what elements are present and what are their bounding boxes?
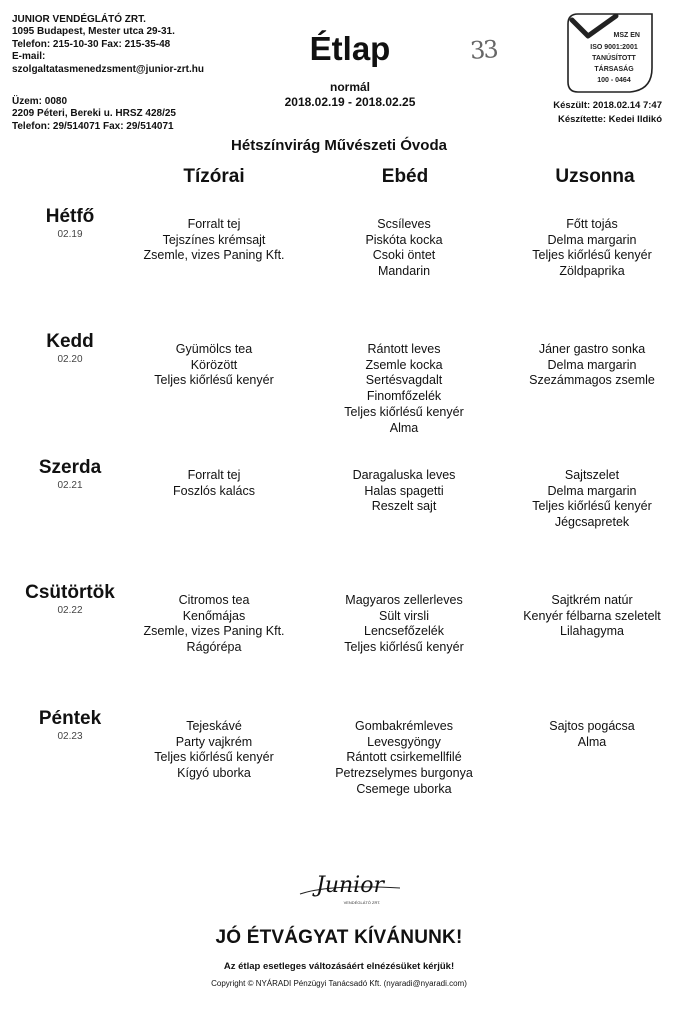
meal-item: Alma bbox=[389, 420, 419, 435]
page-title: Étlap bbox=[309, 30, 391, 67]
meal-item: Tejeskávé bbox=[186, 719, 242, 733]
meal-afternoon bbox=[487, 217, 678, 280]
day-date: 02.23 bbox=[57, 731, 83, 742]
column-header-afternoon: Uzsonna bbox=[555, 166, 635, 187]
meal-item: Halas spagetti bbox=[364, 483, 444, 498]
meal-item: Lencsefőzelék bbox=[364, 624, 444, 639]
meal-item: Rántott leves bbox=[367, 342, 441, 356]
meal-item: Kenyér félbarna szeletelt bbox=[523, 608, 661, 623]
meal-item: Teljes kiőrlésű kenyér bbox=[154, 750, 274, 765]
copyright: Copyright © NYÁRADI Pénzügyi Tanácsadó Kft. (nyaradi@nyaradi.com) bbox=[211, 979, 467, 988]
day-name: Szerda bbox=[38, 457, 102, 478]
meal-item: Sajtos pogácsa bbox=[549, 719, 635, 733]
day-name: Kedd bbox=[46, 331, 94, 352]
plant-address: 2209 Péteri, Bereki u. HRSZ 428/25 bbox=[12, 108, 176, 120]
meal-item: Szezámmagos zsemle bbox=[529, 373, 655, 388]
created-info bbox=[500, 99, 662, 127]
company-email-label: E-mail: bbox=[12, 51, 46, 63]
meal-lunch bbox=[299, 593, 509, 656]
meal-item: Gyümölcs tea bbox=[175, 342, 253, 356]
meal-item: Sertésvagdalt bbox=[365, 373, 443, 388]
meal-item: Petrezselymes burgonya bbox=[335, 766, 473, 781]
meal-item: Magyaros zellerleves bbox=[345, 593, 463, 607]
meal-item: Alma bbox=[577, 734, 607, 749]
company-name: JUNIOR VENDÉGLÁTÓ ZRT. bbox=[12, 14, 146, 25]
badge-line-3: TANÚSÍTOTT bbox=[592, 55, 636, 62]
day-name: Hétfő bbox=[45, 206, 95, 227]
meal-afternoon bbox=[487, 719, 678, 750]
meal-item: Kenőmájas bbox=[182, 608, 246, 623]
meal-item: Foszlós kalács bbox=[173, 483, 255, 498]
badge-line-2: ISO 9001:2001 bbox=[590, 44, 638, 51]
badge-line-4: TÁRSASÁG bbox=[594, 66, 634, 73]
meal-item: Piskóta kocka bbox=[365, 232, 443, 247]
meal-item: Sajtkrém natúr bbox=[551, 593, 633, 607]
meal-lunch bbox=[299, 342, 509, 436]
meal-item: Citromos tea bbox=[178, 593, 250, 607]
meal-item: Zsemle kocka bbox=[365, 357, 443, 372]
column-header-morning: Tízórai bbox=[183, 166, 245, 187]
handwritten-number: 33 bbox=[469, 35, 498, 65]
meal-item: Jáner gastro sonka bbox=[538, 342, 646, 356]
meal-item: Levesgyöngy bbox=[367, 734, 441, 749]
day-date: 02.20 bbox=[57, 354, 83, 365]
meal-item: Forralt tej bbox=[187, 217, 241, 231]
meal-item: Zöldpaprika bbox=[559, 264, 625, 279]
meal-item: Jégcsapretek bbox=[554, 515, 630, 530]
junior-logo-icon bbox=[290, 864, 410, 910]
meal-item: Teljes kiőrlésű kenyér bbox=[532, 499, 652, 514]
meal-item: Rágórépa bbox=[186, 640, 242, 655]
meal-item: Finomfőzelék bbox=[366, 389, 442, 404]
meal-morning bbox=[109, 468, 319, 499]
meal-item: Sült virsli bbox=[378, 608, 429, 623]
meal-item: Főtt tojás bbox=[566, 217, 618, 231]
meal-item: Daragaluska leves bbox=[352, 468, 456, 482]
menu-subtitle bbox=[250, 80, 450, 110]
change-notice: Az étlap esetleges változásáért elnézésüket kérjük! bbox=[223, 961, 455, 972]
meal-item: Csoki öntet bbox=[372, 248, 436, 263]
menu-type: normál bbox=[329, 80, 370, 94]
company-info bbox=[12, 14, 204, 76]
plant-id: Üzem: 0080 bbox=[12, 96, 68, 107]
company-address: 1095 Budapest, Mester utca 29-31. bbox=[12, 26, 175, 38]
badge-line-1: MSZ EN bbox=[613, 32, 640, 39]
meal-item: Rántott csirkemellfilé bbox=[346, 750, 462, 765]
day-name: Csütörtök bbox=[25, 582, 115, 603]
meal-item: Forralt tej bbox=[187, 468, 241, 482]
meal-item: Scsíleves bbox=[377, 217, 431, 231]
meal-item: Csemege uborka bbox=[356, 781, 452, 796]
meal-item: Mandarin bbox=[377, 264, 431, 279]
meal-item: Party vajkrém bbox=[175, 734, 253, 749]
created-by: Készítette: Kedei Ildikó bbox=[558, 114, 662, 125]
day-date: 02.19 bbox=[57, 229, 83, 240]
company-phone: Telefon: 215-10-30 Fax: 215-35-48 bbox=[12, 38, 171, 50]
meal-lunch bbox=[299, 217, 509, 280]
meal-item: Sajtszelet bbox=[564, 468, 620, 482]
logo-wordmark: Junior bbox=[316, 873, 384, 898]
badge-line-5: 100 - 0464 bbox=[597, 77, 631, 84]
slogan: JÓ ÉTVÁGYAT KÍVÁNUNK! bbox=[215, 927, 463, 948]
meal-item: Delma margarin bbox=[547, 232, 637, 247]
meal-item: Delma margarin bbox=[547, 483, 637, 498]
iso-badge-icon bbox=[560, 10, 660, 96]
meal-item: Tejszínes krémsajt bbox=[162, 232, 266, 247]
meal-item: Teljes kiőrlésű kenyér bbox=[154, 373, 274, 388]
plant-phone: Telefon: 29/514071 Fax: 29/514071 bbox=[12, 120, 174, 132]
meal-item: Delma margarin bbox=[547, 357, 637, 372]
meal-item: Teljes kiőrlésű kenyér bbox=[344, 640, 464, 655]
meal-item: Kígyó uborka bbox=[177, 766, 251, 781]
logo-sub: VENDÉGLÁTÓ ZRT. bbox=[343, 900, 381, 905]
meal-morning bbox=[109, 342, 319, 389]
meal-item: Zsemle, vizes Paning Kft. bbox=[143, 248, 285, 263]
meal-afternoon bbox=[487, 593, 678, 640]
meal-item: Teljes kiőrlésű kenyér bbox=[532, 248, 652, 263]
column-header-lunch: Ebéd bbox=[381, 166, 429, 187]
meal-item: Lilahagyma bbox=[560, 624, 624, 639]
meal-item: Gombakrémleves bbox=[355, 719, 453, 733]
school-name: Hétszínvirág Művészeti Óvoda bbox=[231, 137, 447, 154]
meal-morning bbox=[109, 719, 319, 782]
meal-afternoon bbox=[487, 468, 678, 531]
day-name: Péntek bbox=[38, 708, 102, 729]
meal-item: Teljes kiőrlésű kenyér bbox=[344, 404, 464, 419]
meal-item: Reszelt sajt bbox=[371, 499, 437, 514]
plant-info bbox=[12, 96, 176, 133]
day-date: 02.22 bbox=[57, 605, 83, 616]
menu-period: 2018.02.19 - 2018.02.25 bbox=[284, 95, 416, 109]
company-email: szolgaltatasmenedzsment@junior-zrt.hu bbox=[12, 63, 204, 75]
meal-item: Körözött bbox=[190, 357, 238, 372]
meal-lunch bbox=[299, 719, 509, 798]
meal-morning bbox=[109, 217, 319, 264]
created-date: Készült: 2018.02.14 7:47 bbox=[553, 100, 662, 111]
meal-lunch bbox=[299, 468, 509, 515]
meal-item: Zsemle, vizes Paning Kft. bbox=[143, 624, 285, 639]
meal-afternoon bbox=[487, 342, 678, 389]
day-date: 02.21 bbox=[57, 480, 83, 491]
meal-morning bbox=[109, 593, 319, 656]
